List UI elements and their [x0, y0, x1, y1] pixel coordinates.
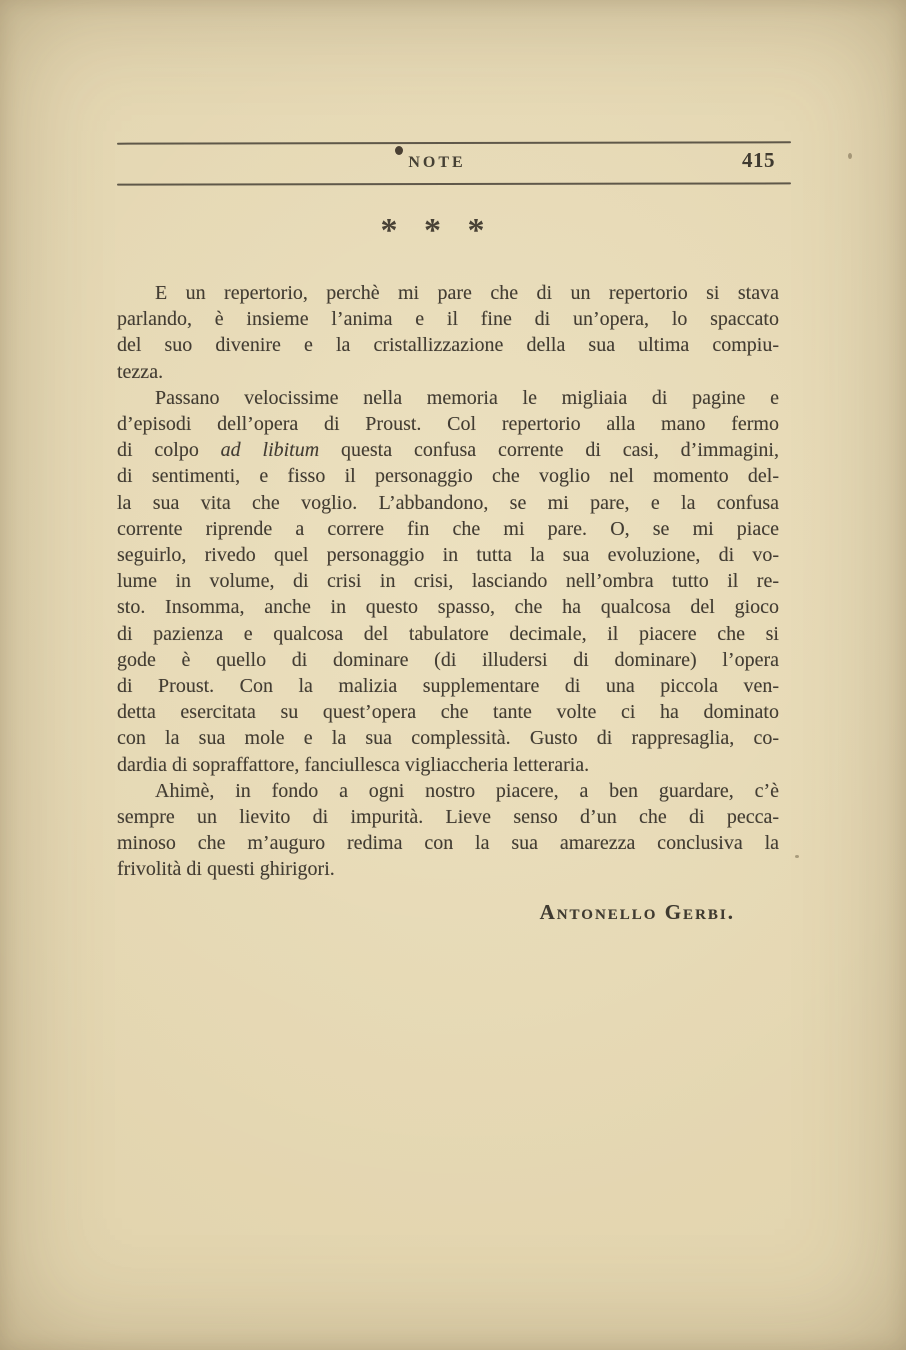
text-segment: di colpo: [117, 439, 221, 462]
italic-phrase: ad libitum: [220, 439, 320, 462]
text-segment: minoso che m’auguro redima con la sua amarezza conclusiva la: [117, 832, 779, 855]
text-segment: dardia di sopraffattore, fanciullesca vigliaccheria letteraria.: [117, 753, 590, 776]
paper-speck: [795, 855, 799, 858]
text-segment: gode è quello di dominare (di illudersi di dominare) l’opera: [117, 648, 779, 671]
text-line: [117, 568, 779, 594]
text-line: [117, 856, 779, 882]
text-segment: di Proust. Con la malizia supplementare di una piccola ven-: [117, 675, 779, 698]
text-segment: sempre un lievito di impurità. Lieve senso d’un che di pecca-: [117, 806, 779, 829]
section-title: NOTE: [408, 154, 466, 171]
text-segment: Passano velocissime nella memoria le migliaia di pagine e: [155, 386, 779, 409]
text-line: [117, 516, 779, 542]
text-line: [117, 306, 779, 332]
section-divider: * * *: [380, 212, 494, 249]
page-number: 415: [742, 148, 775, 172]
text-segment: la sua vita che voglio. L’abbandono, se mi pare, e la confusa: [117, 491, 779, 514]
text-segment: con la sua mole e la sua complessità. Gusto di rappresaglia, co-: [117, 727, 779, 750]
text-segment: d’episodi dell’opera di Proust. Col repertorio alla mano fermo: [117, 413, 779, 436]
text-line: [117, 647, 779, 673]
header-rule-bottom: [117, 182, 791, 185]
text-segment: seguirlo, rivedo quel personaggio in tutta la sua evoluzione, di vo-: [117, 544, 779, 567]
text-line: [117, 804, 779, 830]
text-segment: di sentimenti, e fisso il personaggio che voglio nel momento del-: [117, 465, 779, 488]
text-segment: lume in volume, di crisi in crisi, lasciando nell’ombra tutto il re-: [117, 570, 779, 593]
paragraph: [117, 385, 779, 778]
text-segment: parlando, è insieme l’anima e il fine di un’opera, lo spaccato: [117, 308, 779, 331]
text-line: [117, 725, 779, 751]
author-signature: Antonello Gerbi.: [539, 900, 735, 924]
text-line: [117, 830, 779, 856]
text-segment: del suo divenire e la cristallizzazione della sua ultima compiu-: [117, 334, 779, 357]
text-block: [117, 280, 779, 883]
text-line: [117, 463, 779, 489]
text-segment: E un repertorio, perchè mi pare che di un repertorio si stava: [155, 282, 779, 304]
text-line: [117, 542, 779, 568]
text-line: [117, 411, 779, 437]
paragraph: [117, 778, 779, 883]
text-line: [117, 752, 779, 778]
running-head: [117, 148, 791, 182]
text-line: [117, 437, 779, 463]
text-line: [117, 385, 779, 411]
paper-speck: [848, 153, 852, 159]
text-segment: tezza.: [117, 360, 164, 383]
text-line: [117, 778, 779, 804]
text-segment: sto. Insomma, anche in questo spasso, che ha qualcosa del gioco: [117, 596, 779, 619]
text-segment: di pazienza e qualcosa del tabulatore decimale, il piacere che si: [117, 622, 779, 645]
text-segment: detta esercitata su quest’opera che tante volte ci ha dominato: [117, 701, 779, 724]
text-segment: questa confusa corrente di casi, d’immagini,: [319, 439, 779, 462]
text-line: [117, 621, 779, 647]
text-line: [117, 594, 779, 620]
text-line: [117, 332, 779, 358]
text-line: [117, 280, 779, 306]
header-rule-top: [117, 141, 791, 144]
text-segment: corrente riprende a correre fin che mi pare. O, se mi piace: [117, 517, 779, 540]
paragraph: [117, 280, 779, 385]
text-line: [117, 699, 779, 725]
text-line: [117, 673, 779, 699]
text-line: [117, 490, 779, 516]
text-segment: Ahimè, in fondo a ogni nostro piacere, a ben guardare, c’è: [155, 779, 779, 802]
text-line: [117, 359, 779, 385]
text-segment: frivolità di questi ghirigori.: [117, 858, 335, 881]
